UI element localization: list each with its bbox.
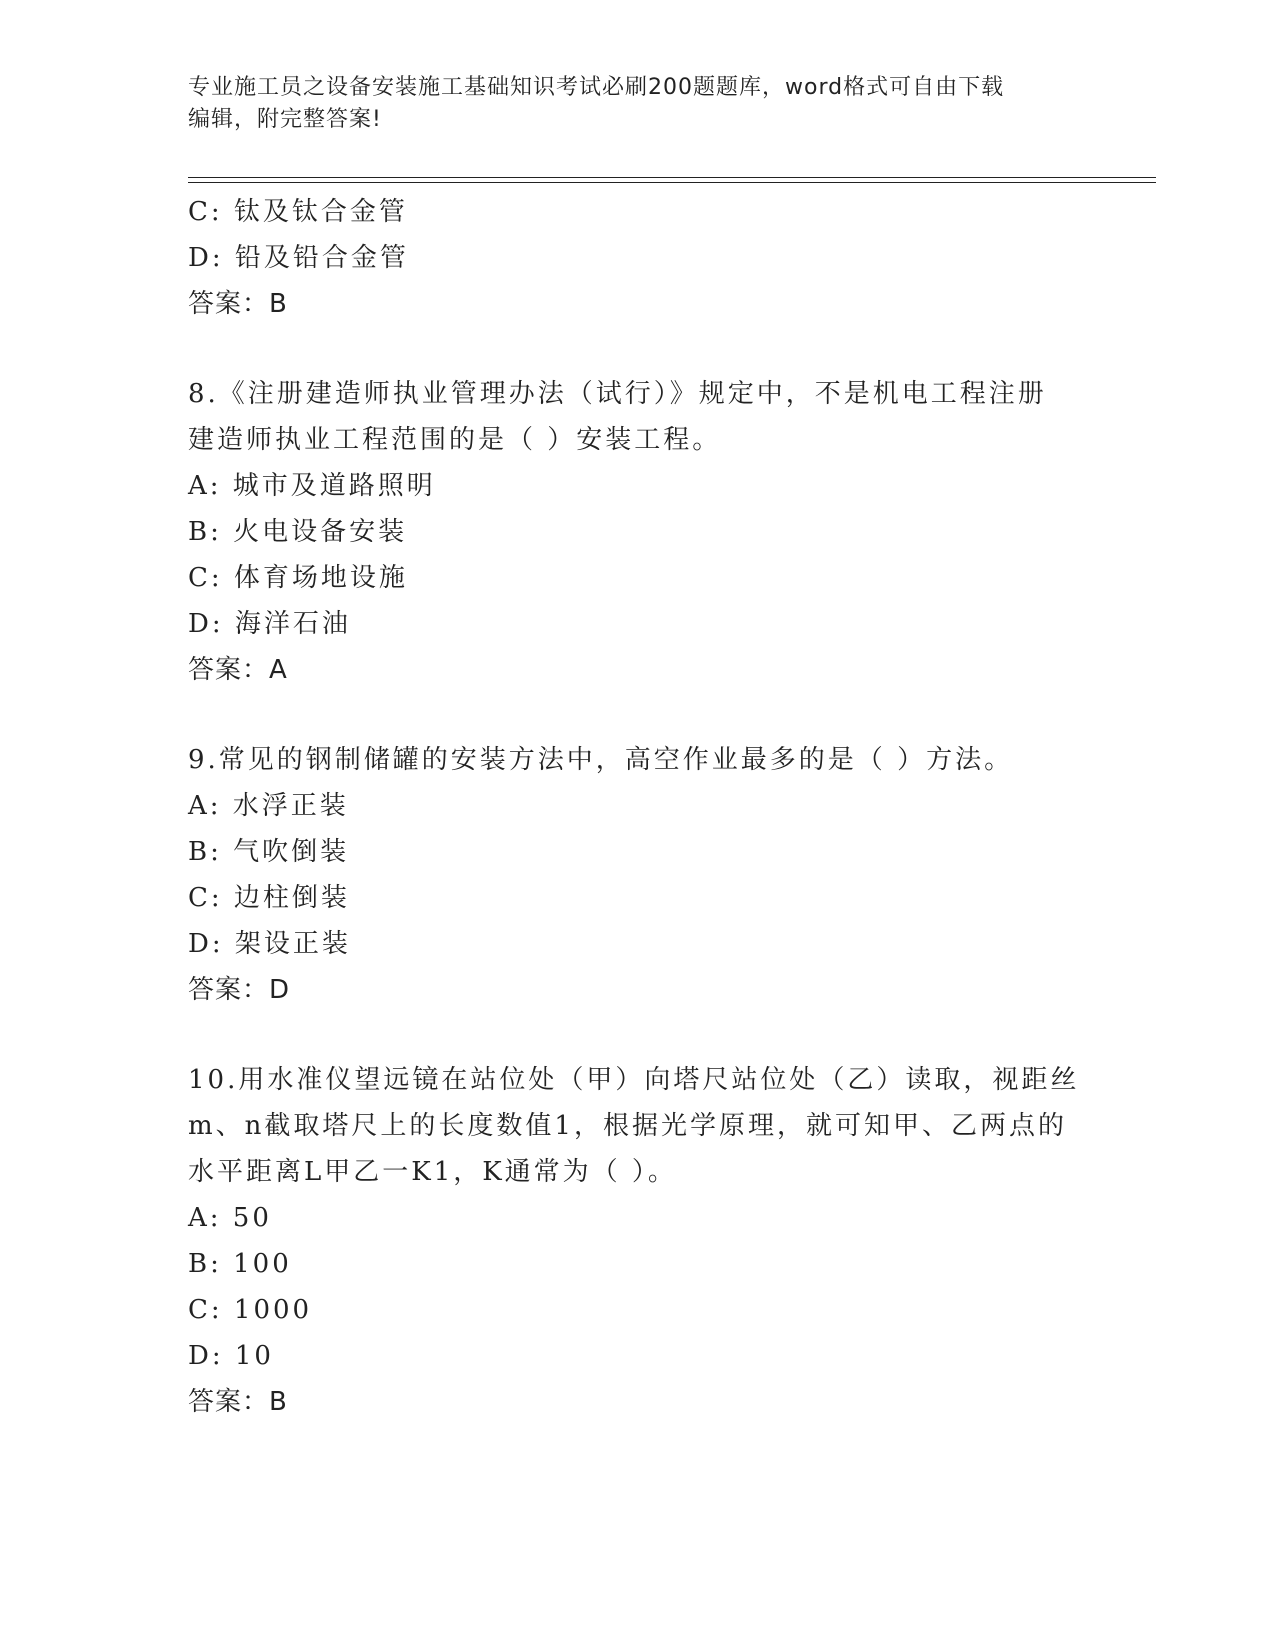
header-divider-top <box>188 177 1156 178</box>
option-d: D: 海洋石油 <box>188 609 351 639</box>
header-title-line-2: 编辑，附完整答案! <box>188 107 382 132</box>
answer-line: 答案：B <box>188 1387 288 1417</box>
page-header <box>188 72 1068 136</box>
option-a: A: 50 <box>188 1203 272 1233</box>
header-title-line-1: 专业施工员之设备安装施工基础知识考试必刷200题题库，word格式可自由下载 <box>188 75 1005 100</box>
question-stem-line: 水平距离L甲乙一K1，K通常为（ ）。 <box>188 1157 677 1187</box>
option-d: D: 架设正装 <box>188 929 351 959</box>
answer-line: 答案：B <box>188 289 288 319</box>
header-divider-bottom <box>188 182 1156 183</box>
question-7-continuation <box>188 189 1088 327</box>
option-b: B: 气吹倒装 <box>188 837 350 867</box>
option-c: C: 钛及钛合金管 <box>188 197 408 227</box>
question-list <box>188 189 1088 1425</box>
question-stem-line: 10.用水准仪望远镜在站位处（甲）向塔尺站位处（乙）读取，视距丝 <box>188 1065 1080 1095</box>
option-a: A: 水浮正装 <box>188 791 349 821</box>
option-d: D: 铅及铅合金管 <box>188 243 409 273</box>
question-8 <box>188 371 1088 693</box>
option-a: A: 城市及道路照明 <box>188 471 436 501</box>
option-c: C: 1000 <box>188 1295 313 1325</box>
option-b: B: 火电设备安装 <box>188 517 408 547</box>
option-b: B: 100 <box>188 1249 292 1279</box>
spacer <box>188 327 1088 371</box>
question-stem-line: m、n截取塔尺上的长度数值1，根据光学原理，就可知甲、乙两点的 <box>188 1111 1067 1141</box>
option-d: D: 10 <box>188 1341 274 1371</box>
spacer <box>188 1013 1088 1057</box>
question-stem-line: 8.《注册建造师执业管理办法（试行）》规定中，不是机电工程注册 <box>188 379 1047 409</box>
question-10 <box>188 1057 1088 1425</box>
answer-line: 答案：D <box>188 975 291 1005</box>
question-stem-line: 建造师执业工程范围的是（ ）安装工程。 <box>188 425 722 455</box>
question-9 <box>188 737 1088 1013</box>
spacer <box>188 693 1088 737</box>
question-stem-line: 9.常见的钢制储罐的安装方法中，高空作业最多的是（ ）方法。 <box>188 745 1014 775</box>
answer-line: 答案：A <box>188 655 288 685</box>
option-c: C: 体育场地设施 <box>188 563 408 593</box>
option-c: C: 边柱倒装 <box>188 883 350 913</box>
